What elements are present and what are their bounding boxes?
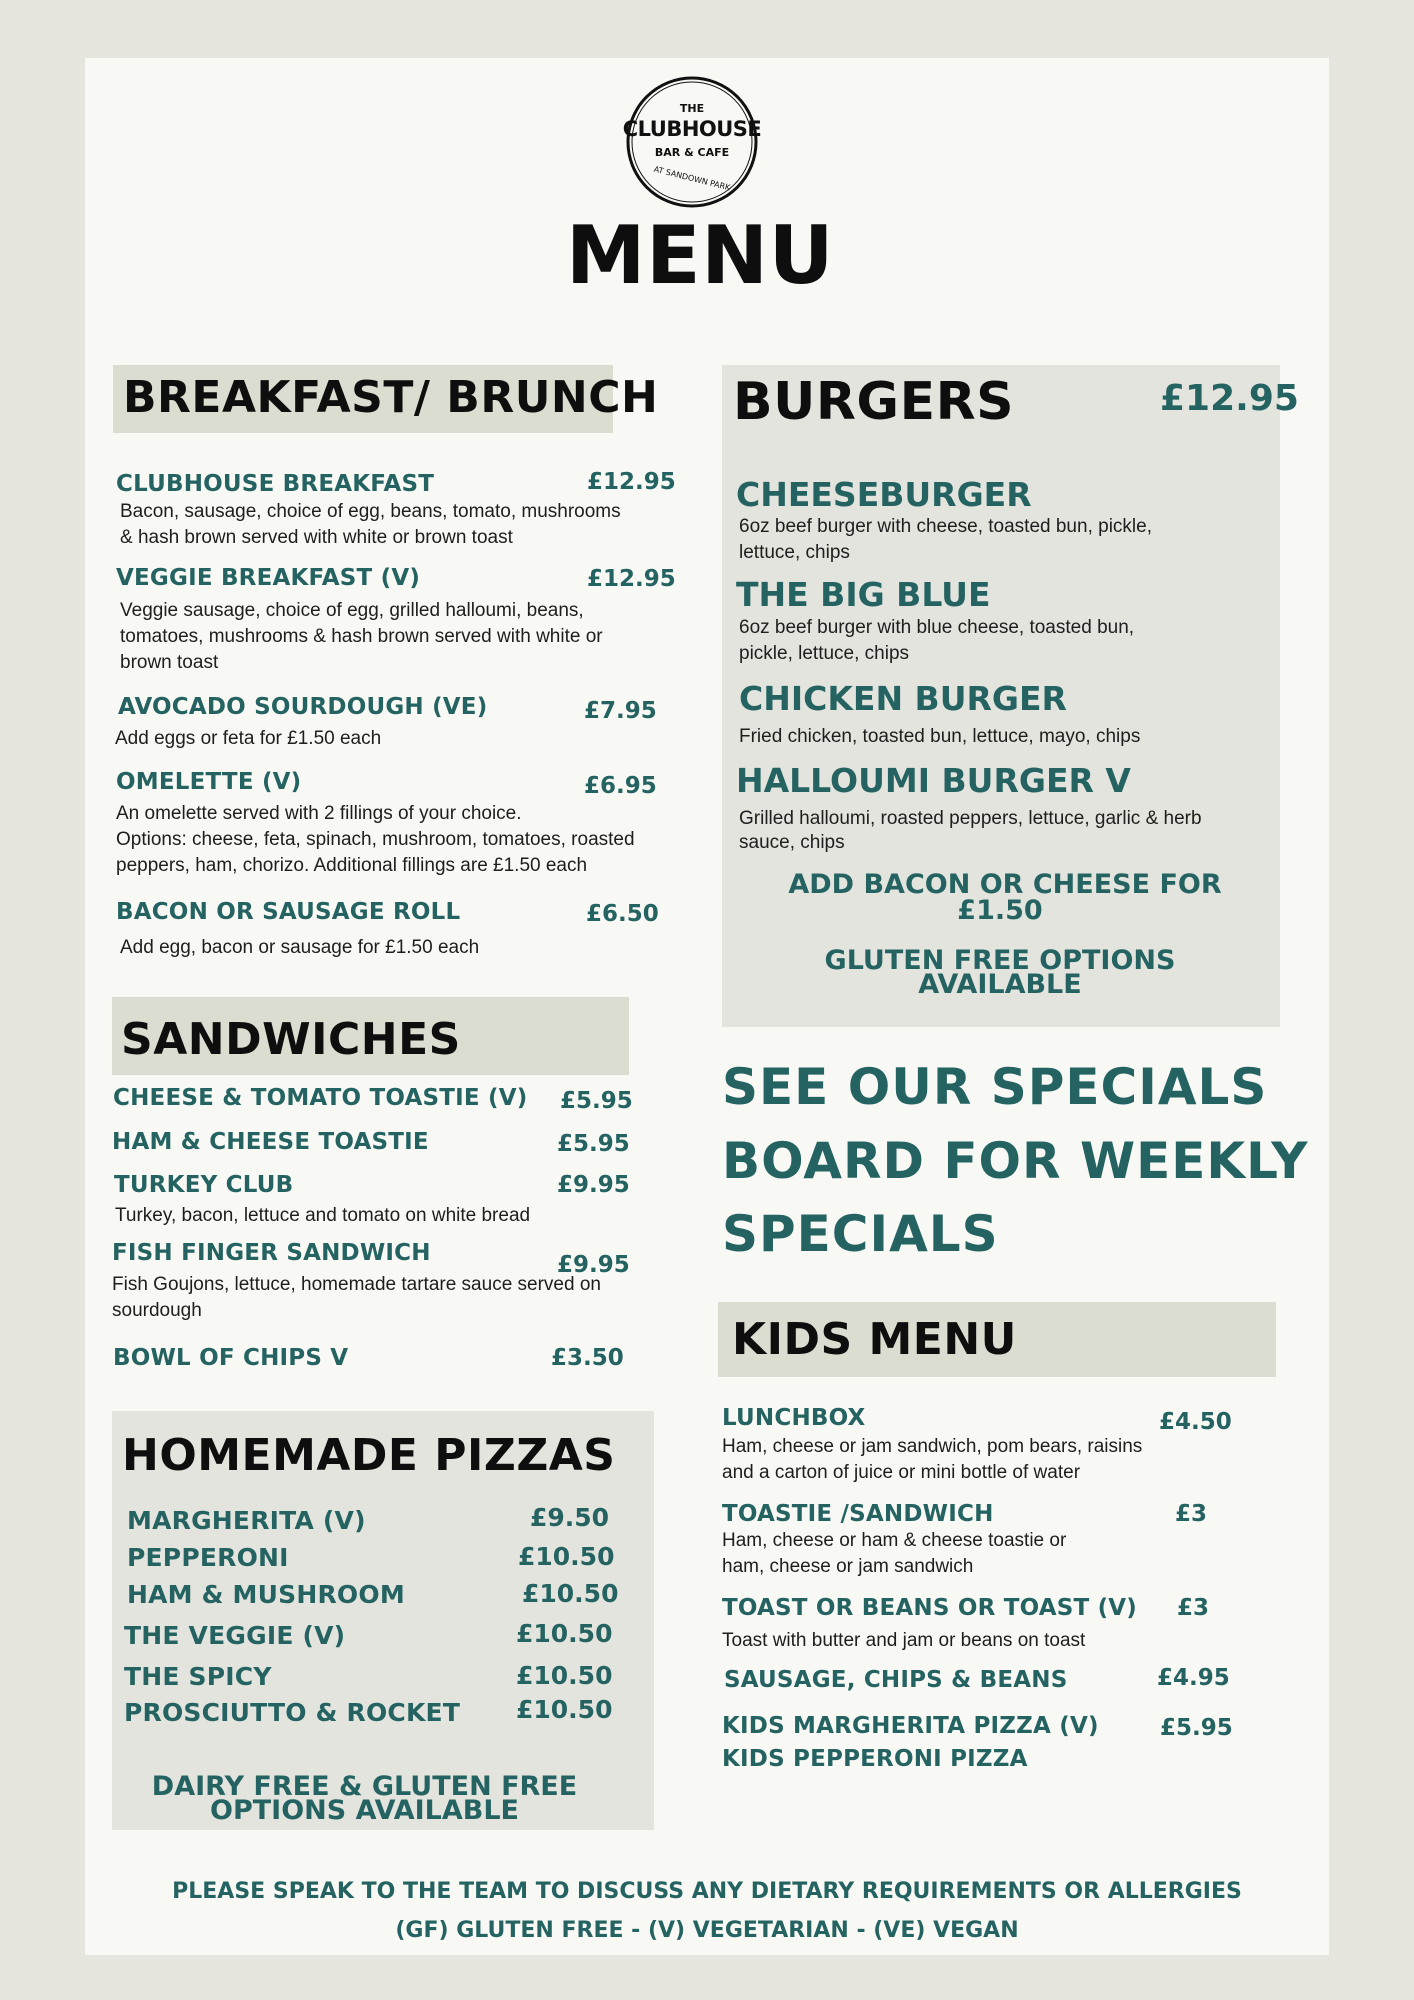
kids-item-desc: Toast with butter and jam or beans on toast [722,1630,1086,1651]
sandwich-item-price: £9.95 [557,1172,630,1198]
pizza-item-name: PROSCIUTTO & ROCKET [124,1698,461,1727]
breakfast-item-desc: peppers, ham, chorizo. Additional fillings are £1.50 each [116,855,588,876]
kids-item-name: SAUSAGE, CHIPS & BEANS [724,1667,1068,1693]
sandwich-item-desc: Fish Goujons, lettuce, homemade tartare sauce served on [112,1274,601,1295]
breakfast-item-price: £12.95 [587,566,676,592]
logo-clubhouse: CLUBHOUSE [622,117,762,141]
breakfast-item-name: AVOCADO SOURDOUGH (VE) [118,694,488,720]
sandwich-item-name: FISH FINGER SANDWICH [112,1240,431,1266]
burger-item-desc: sauce, chips [739,832,845,853]
breakfast-item-desc: Bacon, sausage, choice of egg, beans, tomato, mushrooms [120,501,621,522]
kids-item-price: £4.95 [1157,1665,1230,1691]
sandwich-item-name: CHEESE & TOMATO TOASTIE (V) [113,1085,528,1111]
specials-callout: SEE OUR SPECIALS [722,1058,1268,1116]
burgers-add-note: ADD BACON OR CHEESE FOR [788,869,1222,900]
burgers-price: £12.95 [1160,378,1299,419]
breakfast-item-price: £12.95 [587,469,676,495]
sandwiches-heading: SANDWICHES [121,1014,461,1065]
sandwich-item-name: TURKEY CLUB [114,1172,294,1198]
kids-item-price: £3 [1175,1501,1208,1527]
breakfast-item-desc: Add eggs or feta for £1.50 each [115,728,382,749]
kids-item-name: TOASTIE /SANDWICH [722,1501,994,1527]
burger-item-desc: 6oz beef burger with cheese, toasted bun, pickle, [739,516,1152,537]
pizzas-dietary-note: OPTIONS AVAILABLE [210,1795,519,1826]
pizza-item-name: PEPPERONI [127,1543,289,1572]
burger-item-name: CHEESEBURGER [736,475,1032,514]
sandwich-item-price: £5.95 [560,1088,633,1114]
kids-item-price: £3 [1177,1595,1210,1621]
pizza-item-price: £9.50 [530,1503,610,1532]
sandwich-item-desc: Turkey, bacon, lettuce and tomato on white bread [115,1205,531,1226]
burger-item-desc: 6oz beef burger with blue cheese, toasted bun, [739,617,1135,638]
burgers-gf-note: AVAILABLE [918,969,1082,1000]
burger-item-name: THE BIG BLUE [736,575,991,614]
pizzas-heading: HOMEMADE PIZZAS [122,1430,616,1481]
kids-item-name: KIDS PEPPERONI PIZZA [722,1746,1028,1772]
sandwich-item-price: £9.95 [557,1252,630,1278]
breakfast-item-price: £6.50 [586,901,659,927]
kids-item-name: KIDS MARGHERITA PIZZA (V) [722,1713,1099,1739]
breakfast-item-name: VEGGIE BREAKFAST (V) [116,565,421,591]
pizza-item-price: £10.50 [516,1695,613,1724]
sandwich-item-desc: sourdough [112,1300,202,1321]
breakfast-item-desc: tomatoes, mushrooms & hash brown served with white or [120,626,603,647]
kids-item-price: £5.95 [1160,1715,1233,1741]
kids-item-desc: and a carton of juice or mini bottle of water [722,1462,1081,1483]
sandwich-item-price: £3.50 [551,1345,624,1371]
pizza-item-price: £10.50 [518,1542,615,1571]
breakfast-item-desc: brown toast [120,652,219,673]
kids-item-price: £4.50 [1159,1409,1232,1435]
sandwich-item-price: £5.95 [557,1131,630,1157]
breakfast-item-name: CLUBHOUSE BREAKFAST [116,471,435,497]
sandwich-item-name: HAM & CHEESE TOASTIE [112,1129,429,1155]
breakfast-item-desc: Add egg, bacon or sausage for £1.50 each [120,937,480,958]
burger-item-desc: Fried chicken, toasted bun, lettuce, mayo, chips [739,726,1141,747]
breakfast-item-name: BACON OR SAUSAGE ROLL [116,899,461,925]
burgers-add-note: £1.50 [957,895,1043,926]
kids-item-desc: Ham, cheese or jam sandwich, pom bears, raisins [722,1436,1143,1457]
burger-item-desc: Grilled halloumi, roasted peppers, lettuce, garlic & herb [739,808,1202,829]
footer-legend: (GF) GLUTEN FREE - (V) VEGETARIAN - (VE) VEGAN [395,1918,1019,1943]
footer-allergy-note: PLEASE SPEAK TO THE TEAM TO DISCUSS ANY DIETARY REQUIREMENTS OR ALLERGIES [172,1879,1242,1904]
kids-heading: KIDS MENU [732,1314,1017,1365]
sandwich-item-name: BOWL OF CHIPS V [113,1345,349,1371]
breakfast-item-price: £7.95 [584,698,657,724]
breakfast-item-desc: & hash brown served with white or brown toast [120,527,513,548]
burger-item-name: HALLOUMI BURGER V [736,761,1131,800]
logo-bar-cafe: BAR & CAFE [654,146,730,159]
pizza-item-name: THE SPICY [124,1662,272,1691]
kids-item-name: LUNCHBOX [722,1405,866,1431]
burgers-gf-note: GLUTEN FREE OPTIONS [824,945,1176,976]
specials-callout: BOARD FOR WEEKLY [722,1132,1309,1190]
logo-the: THE [679,102,705,115]
pizzas-dietary-note: DAIRY FREE & GLUTEN FREE [151,1771,578,1802]
pizza-item-name: MARGHERITA (V) [127,1506,366,1535]
breakfast-heading: BREAKFAST/ BRUNCH [123,372,659,423]
kids-item-desc: Ham, cheese or ham & cheese toastie or [722,1530,1067,1551]
clubhouse-logo [624,74,760,210]
pizza-item-name: THE VEGGIE (V) [124,1621,346,1650]
breakfast-item-desc: An omelette served with 2 fillings of your choice. [116,803,522,824]
breakfast-item-desc: Options: cheese, feta, spinach, mushroom, tomatoes, roasted [116,829,635,850]
kids-item-name: TOAST OR BEANS OR TOAST (V) [722,1595,1137,1621]
burgers-heading: BURGERS [733,372,1015,432]
page-title: MENU [565,209,835,302]
pizza-item-price: £10.50 [522,1579,619,1608]
breakfast-item-name: OMELETTE (V) [116,769,302,795]
specials-callout: SPECIALS [722,1205,999,1263]
pizza-item-name: HAM & MUSHROOM [127,1580,405,1609]
kids-item-desc: ham, cheese or jam sandwich [722,1556,974,1577]
burger-item-name: CHICKEN BURGER [739,679,1067,718]
burger-item-desc: pickle, lettuce, chips [739,643,910,664]
pizza-item-price: £10.50 [516,1661,613,1690]
logo-location: AT SANDOWN PARK [652,164,732,193]
burger-item-desc: lettuce, chips [739,542,850,563]
breakfast-item-price: £6.95 [584,773,657,799]
pizza-item-price: £10.50 [516,1619,613,1648]
breakfast-item-desc: Veggie sausage, choice of egg, grilled halloumi, beans, [120,600,584,621]
